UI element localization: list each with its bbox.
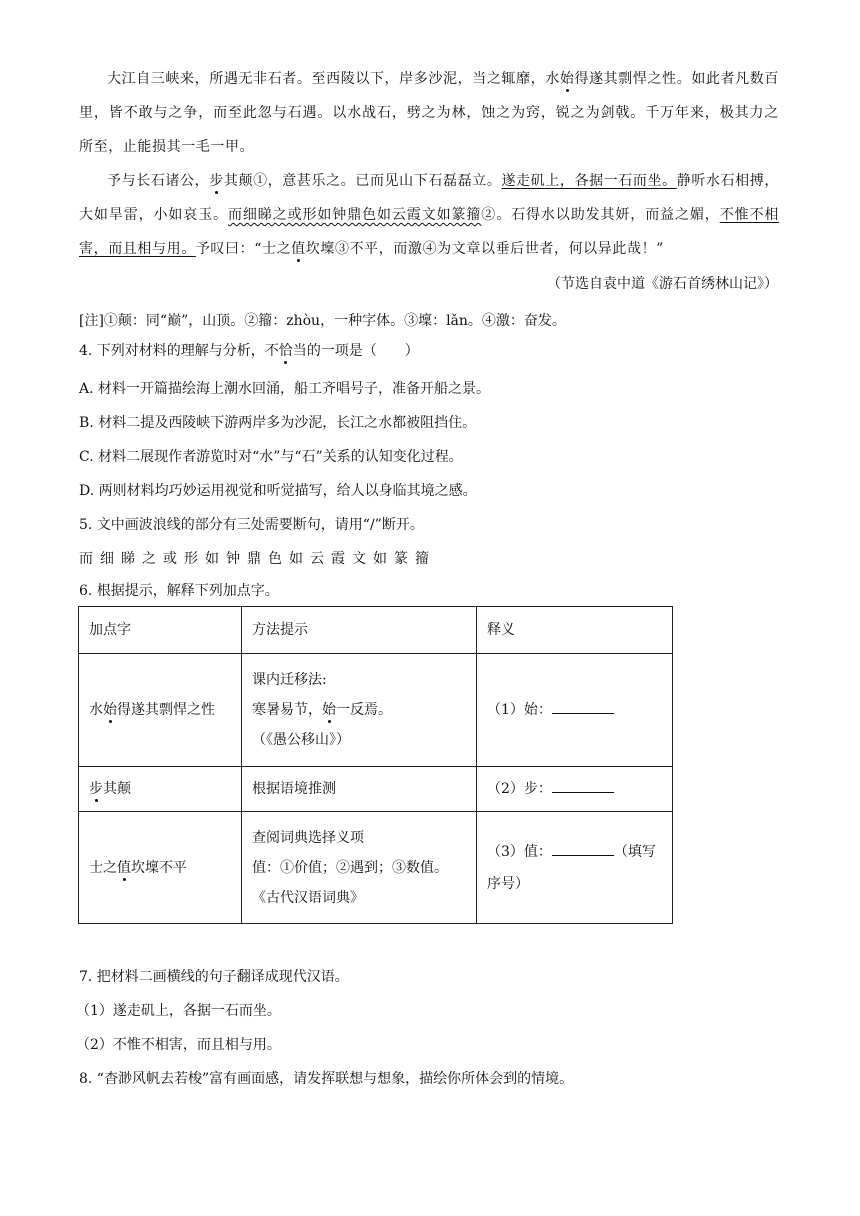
question-7-item: （1）遂走矶上，各据一石而坐。 bbox=[76, 1003, 281, 1019]
cell-text: 《古代汉语词典》 bbox=[252, 889, 364, 906]
dotted-char: 值 bbox=[117, 859, 131, 876]
table-header: 加点字 bbox=[79, 607, 242, 654]
dotted-char-shi: 始 bbox=[559, 71, 575, 87]
table-header-row bbox=[79, 607, 673, 654]
cell-text: 士之 bbox=[89, 859, 117, 876]
table-cell-hint bbox=[242, 654, 477, 767]
answer-blank[interactable] bbox=[552, 841, 614, 856]
dotted-char: 始 bbox=[322, 702, 336, 718]
table-cell-hint: 根据语境推测 bbox=[242, 767, 477, 812]
table-cell-answer bbox=[477, 767, 673, 812]
wavy-underlined-sentence: 而细睇之或形如钟鼎色如云霞文如篆籀 bbox=[228, 207, 482, 223]
underlined-sentence-1: 遂走矶上，各据一石而坐。 bbox=[501, 173, 677, 189]
dotted-char: 始 bbox=[103, 702, 117, 718]
question-4-stem bbox=[79, 340, 419, 360]
cell-text: 寒暑易节， bbox=[252, 702, 322, 718]
table-cell-word bbox=[79, 767, 242, 812]
cell-text: （填写 bbox=[613, 843, 656, 860]
passage-text: 予与长石诸公， bbox=[107, 173, 210, 189]
question-8-stem: 8. “杳渺风帆去若梭”富有画面感，请发挥联想与想象，描绘你所体会到的情境。 bbox=[79, 1071, 574, 1087]
option-d: D. 两则材料均巧妙运用视觉和听觉描写，给人以身临其境之感。 bbox=[79, 483, 477, 499]
question-7-stem: 7. 把材料二画横线的句子翻译成现代汉语。 bbox=[79, 969, 349, 985]
question-5-stem: 5. 文中画波浪线的部分有三处需要断句，请用“/”断开。 bbox=[79, 517, 424, 533]
table-cell-word bbox=[79, 812, 242, 924]
table-header: 释义 bbox=[477, 607, 673, 654]
answer-blank[interactable] bbox=[552, 778, 614, 793]
dotted-char-bu: 步 bbox=[209, 173, 224, 189]
cell-text: 水 bbox=[89, 702, 103, 718]
passage-text: 其颠①，意甚乐之。已而见山下石磊磊立。 bbox=[223, 173, 502, 189]
question-6-table bbox=[78, 606, 673, 924]
cell-text: （2）步： bbox=[487, 781, 552, 797]
table-cell-hint bbox=[242, 812, 477, 924]
passage-text: ②。石得水以助发其妍，而益之媚， bbox=[481, 207, 720, 223]
cell-text: （1）始： bbox=[487, 702, 552, 718]
passage-text: 予叹曰：“士之 bbox=[195, 241, 292, 257]
passage-source: （节选自袁中道《游石首绣林山记》） bbox=[547, 276, 778, 292]
table-row bbox=[79, 767, 673, 812]
option-b: B. 材料二提及西陵峡下游两岸多为沙泥，长江之水都被阻挡住。 bbox=[79, 415, 477, 431]
cell-text: （《愚公移山》） bbox=[252, 732, 350, 748]
cell-text: 值：①价值；②遇到；③数值。 bbox=[252, 859, 448, 876]
table-cell-word bbox=[79, 654, 242, 767]
table-cell-answer bbox=[477, 654, 673, 767]
dotted-char-zhi: 值 bbox=[291, 241, 306, 257]
passage-text: 静听水石相搏，大如旱雷，小如哀玉。 bbox=[79, 173, 779, 223]
cell-text: 其颠 bbox=[103, 781, 131, 797]
option-a: A. 材料一开篇描绘海上潮水回涌，船工齐唱号子，准备开船之景。 bbox=[79, 381, 491, 397]
dotted-char: 步 bbox=[89, 781, 103, 797]
cell-text bbox=[487, 836, 662, 868]
option-c: C. 材料二展现作者游览时对“水”与“石”关系的认知变化过程。 bbox=[79, 449, 463, 465]
cell-text: 查阅词典选择义项 bbox=[252, 829, 364, 846]
answer-blank[interactable] bbox=[552, 699, 614, 714]
cell-text: （3）值： bbox=[487, 843, 552, 860]
cell-text: 坎壈不平 bbox=[131, 859, 187, 876]
question-text: 4. 下列对材料的理解与分析， bbox=[79, 343, 265, 359]
question-text: 的一项是（ ） bbox=[306, 343, 419, 359]
question-6-stem: 6. 根据提示，解释下列加点字。 bbox=[79, 583, 279, 599]
passage-text: 水 bbox=[545, 71, 560, 87]
cell-text: 得遂其剽悍之性 bbox=[117, 702, 215, 718]
passage-paragraph-1 bbox=[79, 62, 779, 164]
passage-paragraph-2 bbox=[79, 164, 779, 266]
passage-text: 得遂其剽悍之性。如此者凡数百里，皆不敢与之争，而至此忽与石遇。以水战石，劈之为林，蚀之为窍，锐之为剑戟。千万年来，极其力之所至，止能损其一毛一甲。 bbox=[79, 71, 779, 155]
table-header: 方法提示 bbox=[242, 607, 477, 654]
table-cell-answer bbox=[477, 812, 673, 924]
passage-text: 大江自三峡来，所遇无非石者。至西陵以下，岸多沙泥，当之辄靡， bbox=[107, 71, 546, 87]
passage-text: 坎壈③不平，而激④为文章以垂后世者，何以异此哉！” bbox=[305, 241, 664, 257]
cell-text: 序号） bbox=[487, 875, 529, 892]
cell-text: 一反焉。 bbox=[336, 702, 392, 718]
cell-text: 课内迁移法: bbox=[252, 672, 327, 688]
table-row bbox=[79, 812, 673, 924]
question-5-text: 而细睇之或形如钟鼎色如云霞文如篆籀 bbox=[79, 551, 436, 567]
question-7-item: （2）不惟不相害，而且相与用。 bbox=[76, 1037, 281, 1053]
cell-text bbox=[252, 695, 466, 725]
underlined-sentence-2: 不惟不相害，而且相与用。 bbox=[79, 207, 780, 257]
table-row bbox=[79, 654, 673, 767]
annotation-note: [注]①颠：同“巅”，山顶。②籀：zhòu，一种字体。③壈：lǎn。④激：奋发。 bbox=[79, 313, 566, 329]
dotted-emphasis: 不恰当 bbox=[264, 343, 307, 359]
